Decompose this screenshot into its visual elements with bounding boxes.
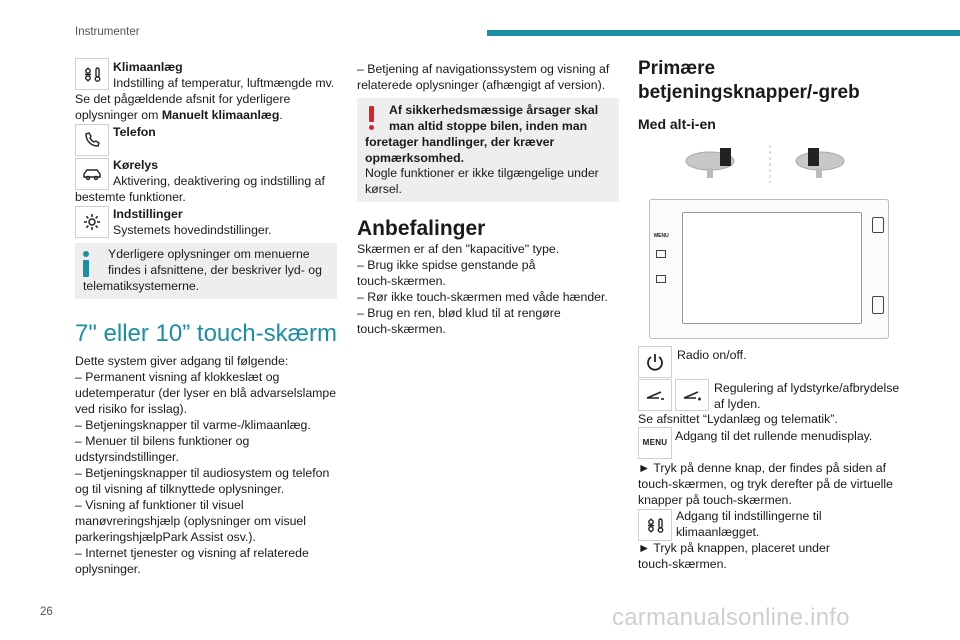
warning-bold-line: Af sikkerhedsmæssige årsager skal (389, 103, 599, 117)
list-line: – Visning af funktioner til visuel (75, 498, 244, 512)
warning-bold-line: opmærksomhed. (365, 151, 465, 165)
section-heading-recommendations: Anbefalinger (357, 217, 486, 240)
list-line: manøvreringshjælp (oplysninger om visuel (75, 514, 306, 528)
warning-line: kørsel. (365, 182, 402, 196)
power-icon (638, 346, 672, 378)
list-line: parkeringshjælpPark Assist osv.). (75, 530, 256, 544)
press1-line: knapper på touch-skærmen. (638, 493, 792, 507)
fan-temperature-icon (638, 509, 672, 541)
list-line: – Betjeningsknapper til audiosystem og telefon (75, 466, 330, 480)
klima-line1: Adgang til indstillingerne til (676, 509, 822, 523)
klima-line2: Se det pågældende afsnit for yderligere (75, 92, 291, 106)
section-heading-primary-2: betjeningsknapper/-greb (638, 82, 860, 103)
touchscreen-list (75, 369, 336, 577)
press2-text (638, 540, 830, 572)
info-box (75, 243, 337, 299)
telefon-title: Telefon (113, 125, 156, 139)
volume-up-icon (675, 379, 709, 411)
press2-line: ► Tryk på knappen, placeret under (638, 541, 830, 555)
info-line3: telematiksystemerne. (83, 279, 200, 293)
info-icon (83, 251, 89, 277)
screen-climate-icon (872, 296, 884, 314)
recommendations-text (357, 241, 608, 337)
touchscreen-intro: Dette system giver adgang til følgende: (75, 354, 289, 368)
screen-volume-down-icon (656, 275, 666, 283)
section-heading-touchscreen: 7" eller 10” touch-skærm (75, 320, 337, 347)
phone-icon (75, 124, 109, 156)
list-line: – Menuer til bilens funktioner og (75, 434, 250, 448)
list-line: og til visning af tilknyttede oplysninger. (75, 482, 285, 496)
screen-display (682, 212, 862, 324)
watermark: carmanualsonline.info (612, 604, 850, 631)
list-line: – Internet tjenester og visning af relaterede (75, 546, 309, 560)
list-line: ved risiko for isslag). (75, 402, 188, 416)
korelys-line2: bestemte funktioner. (75, 190, 186, 204)
rec-line: – Brug en ren, blød klud til at rengøre (357, 306, 561, 320)
menu-icon-label: MENU (642, 438, 668, 447)
rec-line: Skærmen er af den "kapacitive" type. (357, 242, 560, 256)
warning-icon (369, 106, 375, 132)
info-line1: Yderligere oplysninger om menuerne (108, 247, 310, 261)
menu-text: Adgang til det rullende menudisplay. (675, 429, 873, 443)
nav-line1: – Betjening af navigationssystem og visning af (357, 62, 610, 76)
screen-menu-label: MENU (654, 233, 669, 239)
warning-line: Nogle funktioner er ikke tilgængelige under (365, 166, 599, 180)
klima-line2: klimaanlægget. (676, 525, 760, 539)
nav-line2: relaterede oplysninger (afhængigt af version). (357, 78, 606, 92)
rec-line: – Brug ikke spidse genstande på (357, 258, 536, 272)
list-line: oplysninger. (75, 562, 141, 576)
warning-bold-line: foretager handlinger, der kræver (365, 135, 555, 149)
list-line: – Betjeningsknapper til varme-/klimaanlæg. (75, 418, 311, 432)
indstillinger-line1: Systemets hovedindstillinger. (113, 223, 272, 237)
list-line: udetemperatur (der lyser en blå advarselslampe (75, 386, 337, 400)
steering-wheel-illustration (680, 143, 860, 183)
header-accent-bar (487, 30, 960, 36)
volume-down-icon (638, 379, 672, 411)
warning-bold-line: man altid stoppe bilen, inden man (389, 119, 588, 133)
warning-box (357, 98, 619, 202)
section-heading-primary: Primære (638, 58, 716, 79)
klima-title: Klimaanlæg (113, 60, 183, 74)
gear-icon (75, 206, 109, 238)
menu-icon (638, 427, 672, 459)
press1-text (638, 460, 893, 508)
press1-line: ► Tryk på denne knap, der findes på siden af (638, 461, 887, 475)
screen-power-icon (872, 217, 884, 233)
rec-line: touch-skærmen. (357, 322, 446, 336)
volume-line1: Regulering af lydstyrke/afbrydelse (714, 381, 900, 395)
subheading-all-in-one: Med alt-i-en (638, 116, 716, 132)
korelys-line1: Aktivering, deaktivering og indstilling af (113, 174, 325, 188)
page-number: 26 (40, 606, 53, 618)
volume-ref: Se afsnittet “Lydanlæg og telematik”. (638, 412, 838, 426)
volume-line2: af lyden. (714, 397, 761, 411)
touchscreen-illustration (649, 199, 889, 339)
rec-line: – Rør ikke touch-skærmen med våde hænder. (357, 290, 608, 304)
korelys-title: Kørelys (113, 158, 159, 172)
fan-temperature-icon (75, 58, 109, 90)
car-icon (75, 158, 109, 190)
indstillinger-title: Indstillinger (113, 207, 183, 221)
running-header: Instrumenter (75, 26, 140, 38)
press1-line: touch-skærmen, og tryk derefter på de virtuelle (638, 477, 893, 491)
rec-line: touch-skærmen. (357, 274, 446, 288)
press2-line: touch-skærmen. (638, 557, 727, 571)
klima-line3: oplysninger om Manuelt klimaanlæg. (75, 108, 283, 122)
radio-text: Radio on/off. (677, 348, 747, 362)
list-line: udstyrsindstillinger. (75, 450, 179, 464)
screen-volume-up-icon (656, 250, 666, 258)
klima-line1: Indstilling af temperatur, luftmængde mv. (113, 76, 335, 90)
info-line2: findes i afsnittene, der beskriver lyd- og (108, 263, 322, 277)
list-line: – Permanent visning af klokkeslæt og (75, 370, 280, 384)
